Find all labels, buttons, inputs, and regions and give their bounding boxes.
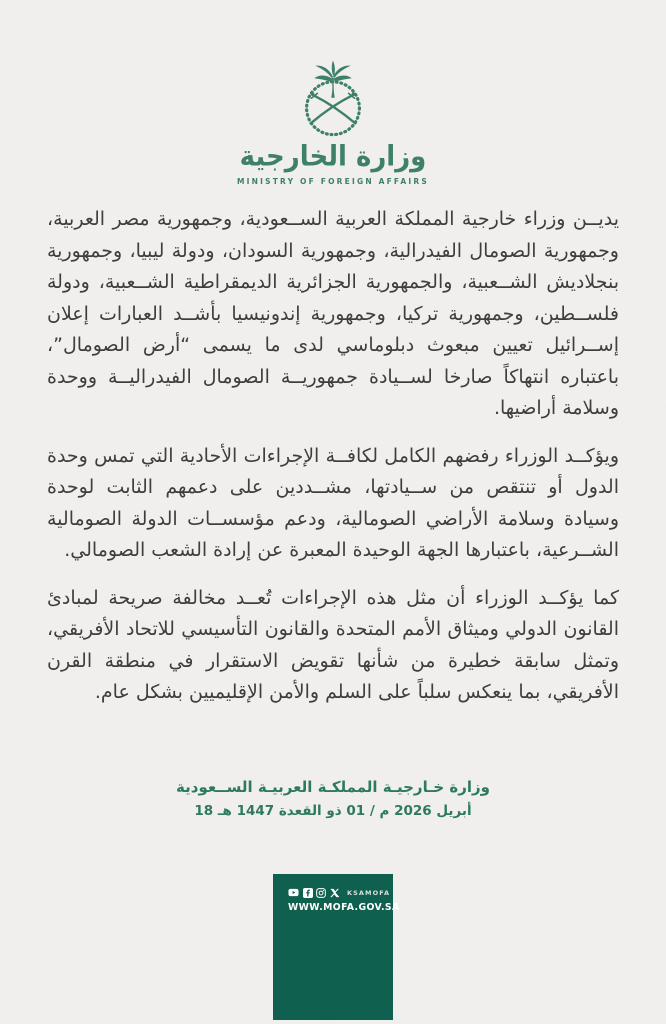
x-icon [330,888,340,898]
statement-paragraph-1: يديــن وزراء خارجية المملكة العربية الســعودية، وجمهورية مصر العربية، وجمهورية الصومال الفيدرالية، وجمهورية السودان، ودولة ليبيا، وجمهورية بنجلاديش الشــعبية، والجمهورية الجزائرية الديمقراطية الشــعبية، ودولة فلســطين، وجمهورية تركيا، وجمهورية إندونيسيا بأشــد العبارات إعلان إســرائيل تعيين مبعوث دبلوماسي لدى ما يسمى “أرض الصومال”، باعتباره انتهاكاً صارخا لســيادة جمهوريــة الصومال الفيدراليــة ووحدة وسلامة أراضيها. [47,208,619,419]
saudi-emblem-icon [285,60,381,142]
signoff-ministry-name: وزارة خـارجيـة المملكـة العربيـة الســعودية [176,778,490,796]
ministry-logo-block [0,60,666,186]
footer-social-bar [273,874,400,1020]
statement-paragraph-3: كما يؤكــد الوزراء أن مثل هذه الإجراءات تُعــد مخالفة صريحة لمبادئ القانون الدولي وميثاق الأمم المتحدة والقانون التأسيسي للاتحاد الأفريقي، وتمثل سابقة خطيرة من شأنها تقويض الاستقرار في منطقة القرن الأفريقي، بما ينعكس سلباً على السلم والأمن الإقليميين بشكل عام. [47,586,619,703]
social-icons-row [288,887,393,898]
statement-body [47,204,619,725]
signoff-date: 18 أبريل 2026 م / 01 ذو القعدة 1447 هـ [194,803,472,819]
ministry-name-english: MINISTRY OF FOREIGN AFFAIRS [237,177,429,187]
website-url: WWW.MOFA.GOV.SA [288,902,400,913]
ministry-name-arabic: وزارة الخارجية [239,140,427,174]
statement-paragraph-2: ويؤكــد الوزراء رفضهم الكامل لكافــة الإجراءات الأحادية التي تمس وحدة الدول أو تنتقص من ســيادتها، مشــددين على دعمهم الثابت لوحدة وسيادة وسلامة الأراضي الصومالية، ودعم مؤسســات الدولة الصومالية الشــرعية، باعتبارها الجهة الوحيدة المعبرة عن إرادة الشعب الصومالي. [47,444,619,561]
signoff-block [0,778,666,819]
youtube-icon [288,887,299,898]
social-handle: KSAMOFA [347,888,391,897]
facebook-icon [303,888,313,898]
instagram-icon [316,888,326,898]
